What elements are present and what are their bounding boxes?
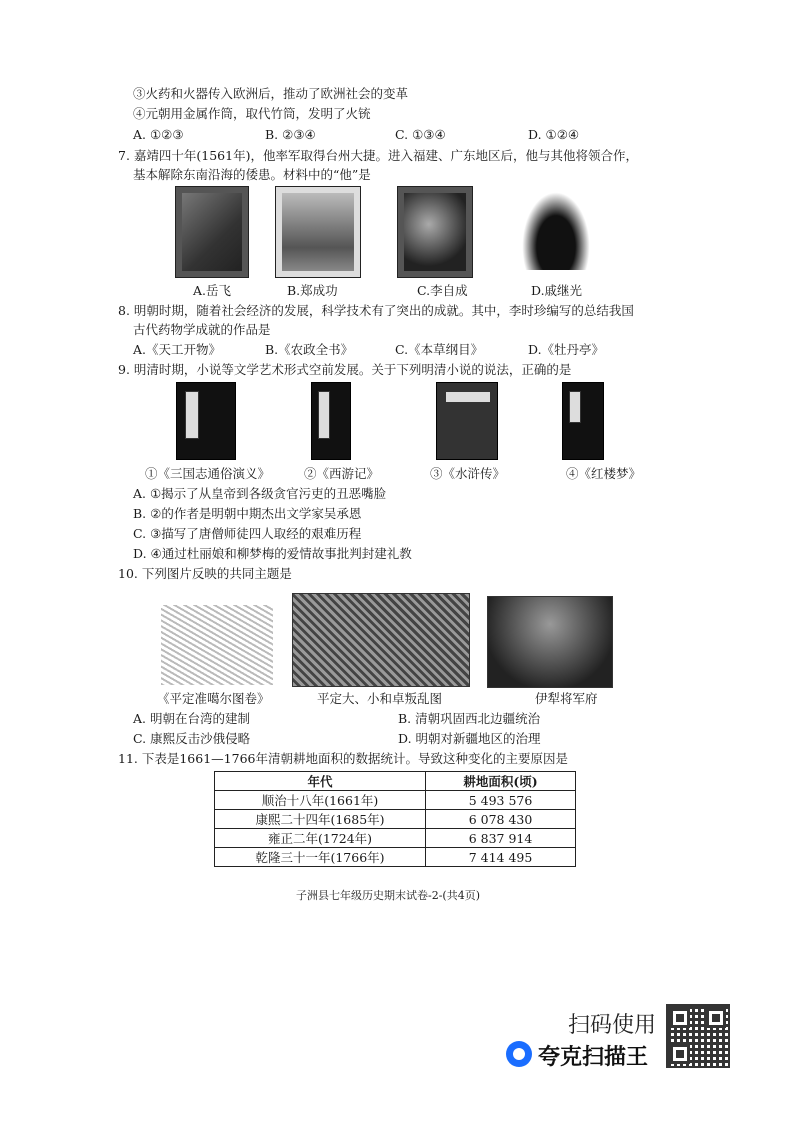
q11-stem: 11. 下表是1661—1766年清朝耕地面积的数据统计。导致这种变化的主要原因是 [118,751,568,766]
q6-option-c: C. ①③④ [395,127,446,142]
q6-item3: ③火药和火器传入欧洲后，推动了欧洲社会的变革 [133,86,409,101]
table-cell-era: 雍正二年(1724年) [215,829,426,848]
q8-stem-line2: 古代药物学成就的作品是 [133,322,271,337]
table-header-era: 年代 [215,772,426,791]
q8-stem-line1: 8. 明朝时期，随着社会经济的发展，科学技术有了突出的成就。其中，李时珍编写的总结我国 [118,303,634,318]
table-row [215,829,576,848]
table-header-row [215,772,576,791]
q7-stem-line1: 7. 嘉靖四十年(1561年)，他率军取得台州大捷。进入福建、广东地区后，他与其他将领合作， [118,148,638,163]
q6-option-a: A. ①②③ [133,127,184,142]
q9-stem: 9. 明清时期，小说等文学艺术形式空前发展。关于下列明清小说的说法，正确的是 [118,362,572,377]
q8-option-c: C.《本草纲目》 [395,342,484,357]
table-cell-era: 乾隆三十一年(1766年) [215,848,426,867]
book-cover-hongloumeng [562,382,604,460]
farmland-table [214,771,576,867]
q6-option-b: B. ②③④ [265,127,316,142]
q9-option-a: A. ①揭示了从皇帝到各级贪官污吏的丑恶嘴脸 [133,486,387,501]
q7-stem-line2: 基本解除东南沿海的倭患。材料中的“他”是 [133,167,371,182]
page-footer: 子洲县七年级历史期末试卷-2-(共4页) [296,889,481,902]
q8-option-b: B.《农政全书》 [265,342,354,357]
q7-caption-a: A.岳飞 [193,283,232,298]
q10-option-c: C. 康熙反击沙俄侵略 [133,731,251,746]
table-cell-area: 7 414 495 [426,848,576,867]
table-cell-area: 6 837 914 [426,829,576,848]
portrait-qi-jiguang [516,186,596,276]
scan-label: 扫码使用 [568,1013,657,1038]
book-cover-xiyouji [311,382,351,460]
table-row [215,791,576,810]
q10-caption-2: 平定大、小和卓叛乱图 [317,691,443,706]
q9-option-c: C. ③描写了唐僧师徒四人取经的艰难历程 [133,526,362,541]
scanner-brand: 夸克扫描王 [538,1045,649,1070]
q8-option-d: D.《牡丹亭》 [528,342,605,357]
q10-caption-1: 《平定准噶尔图卷》 [157,691,270,706]
q7-caption-d: D.戚继光 [531,283,583,298]
q9-caption-4: ④《红楼梦》 [566,466,642,481]
q10-option-a: A. 明朝在台湾的建制 [133,711,250,726]
portrait-li-zicheng [397,186,473,278]
painting-pingding-zhungeer [161,605,273,685]
q10-stem: 10. 下列图片反映的共同主题是 [118,566,292,581]
book-cover-sanguo [176,382,236,460]
q10-caption-3: 伊犁将军府 [535,691,598,706]
portrait-zheng-chenggong [275,186,361,278]
table-header-area: 耕地面积(顷) [426,772,576,791]
book-cover-shuihu [436,382,498,460]
table-row [215,810,576,829]
q9-caption-3: ③《水浒传》 [430,466,506,481]
q7-caption-b: B.郑成功 [287,283,338,298]
q9-option-b: B. ②的作者是明朝中期杰出文学家吴承恩 [133,506,362,521]
photo-yili-general-mansion [487,596,613,688]
table-cell-era: 康熙二十四年(1685年) [215,810,426,829]
q7-caption-c: C.李自成 [417,283,468,298]
q9-caption-2: ②《西游记》 [304,466,380,481]
q10-option-d: D. 明朝对新疆地区的治理 [398,731,541,746]
qr-code-icon[interactable] [666,1004,730,1068]
q9-option-d: D. ④通过杜丽娘和柳梦梅的爱情故事批判封建礼教 [133,546,412,561]
quark-logo-icon [506,1041,532,1067]
table-cell-area: 5 493 576 [426,791,576,810]
q9-caption-1: ①《三国志通俗演义》 [145,466,271,481]
q6-option-d: D. ①②④ [528,127,580,142]
table-row [215,848,576,867]
q8-option-a: A.《天工开物》 [133,342,222,357]
q10-option-b: B. 清朝巩固西北边疆统治 [398,711,541,726]
q6-item4: ④元朝用金属作筒，取代竹筒，发明了火铳 [133,106,371,121]
table-cell-area: 6 078 430 [426,810,576,829]
painting-pingding-hezhuo [292,593,470,687]
portrait-yue-fei [175,186,249,278]
table-cell-era: 顺治十八年(1661年) [215,791,426,810]
